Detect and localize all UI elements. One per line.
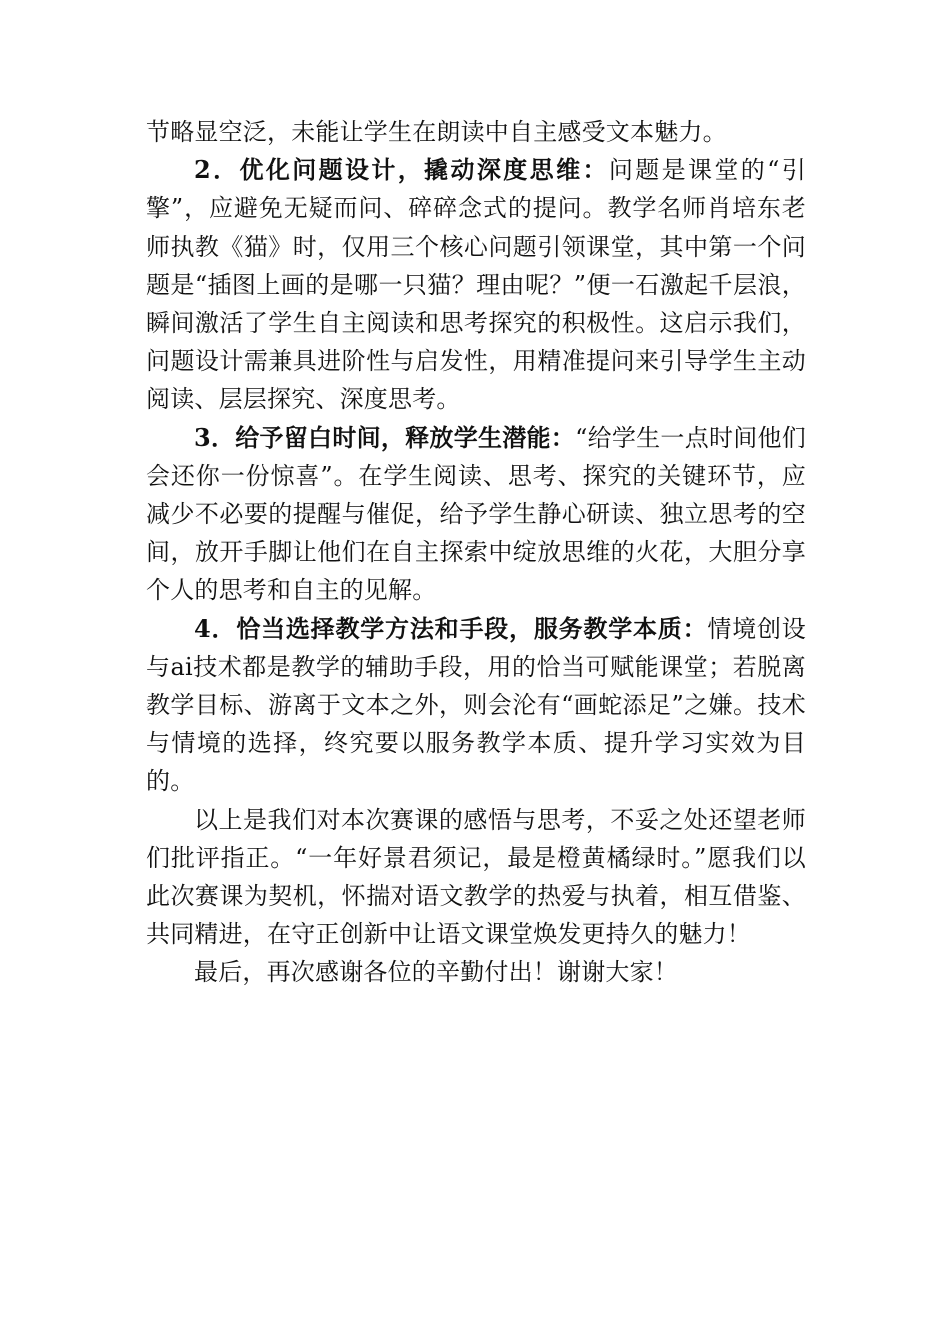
- paragraph-text: 情境创设与ai技术都是教学的辅助手段，用的恰当可赋能课堂；若脱离教学目标、游离于文本之外，则会沦有“画蛇添足”之嫌。技术与情境的选择，终究要以服务教学本质、提升学习实效为目的。: [146, 614, 806, 796]
- paragraph-text: 问题是课堂的“引擎”，应避免无疑而问、碎碎念式的提问。教学名师肖培东老师执教《猫》时，仅用三个核心问题引领课堂，其中第一个问题是“插图上画的是哪一只猫？理由呢？”便一石激起千层浪，瞬间激活了学生自主阅读和思考探究的积极性。这启示我们，问题设计需兼具进阶性与启发性，用精准提问来引导学生主动阅读、层层探究、深度思考。: [146, 156, 806, 414]
- paragraph-text: 节略显空泛，未能让学生在朗读中自主感受文本魅力。: [146, 118, 727, 146]
- paragraph-heading: 3．给予留白时间，释放学生潜能：: [194, 422, 576, 452]
- paragraph-heading: 2．优化问题设计，撬动深度思维：: [194, 155, 609, 185]
- paragraph-heading: 4．恰当选择教学方法和手段，服务教学本质：: [194, 613, 708, 643]
- paragraph-teaching-methods: [146, 610, 806, 801]
- paragraph-closing: [146, 953, 806, 991]
- paragraph-text: 最后，再次感谢各位的辛勤付出！谢谢大家！: [194, 958, 678, 987]
- paragraph-reserve-time: [146, 419, 806, 610]
- paragraph-reflection: [146, 801, 806, 954]
- paragraph-question-design: [146, 151, 806, 418]
- paragraph-continuation: [146, 113, 806, 151]
- document-body: [146, 113, 806, 992]
- paragraph-text: 以上是我们对本次赛课的感悟与思考，不妥之处还望老师们批评指正。“一年好景君须记，最是橙黄橘绿时。”愿我们以此次赛课为契机，怀揣对语文教学的热爱与执着，相互借鉴、共同精进，在守正创新中让语文课堂焕发更持久的魅力！: [146, 805, 806, 949]
- paragraph-text: “给学生一点时间他们会还你一份惊喜”。在学生阅读、思考、探究的关键环节，应减少不必要的提醒与催促，给予学生静心研读、独立思考的空间，放开手脚让他们在自主探索中绽放思维的火花，大胆分享个人的思考和自主的见解。: [146, 423, 806, 605]
